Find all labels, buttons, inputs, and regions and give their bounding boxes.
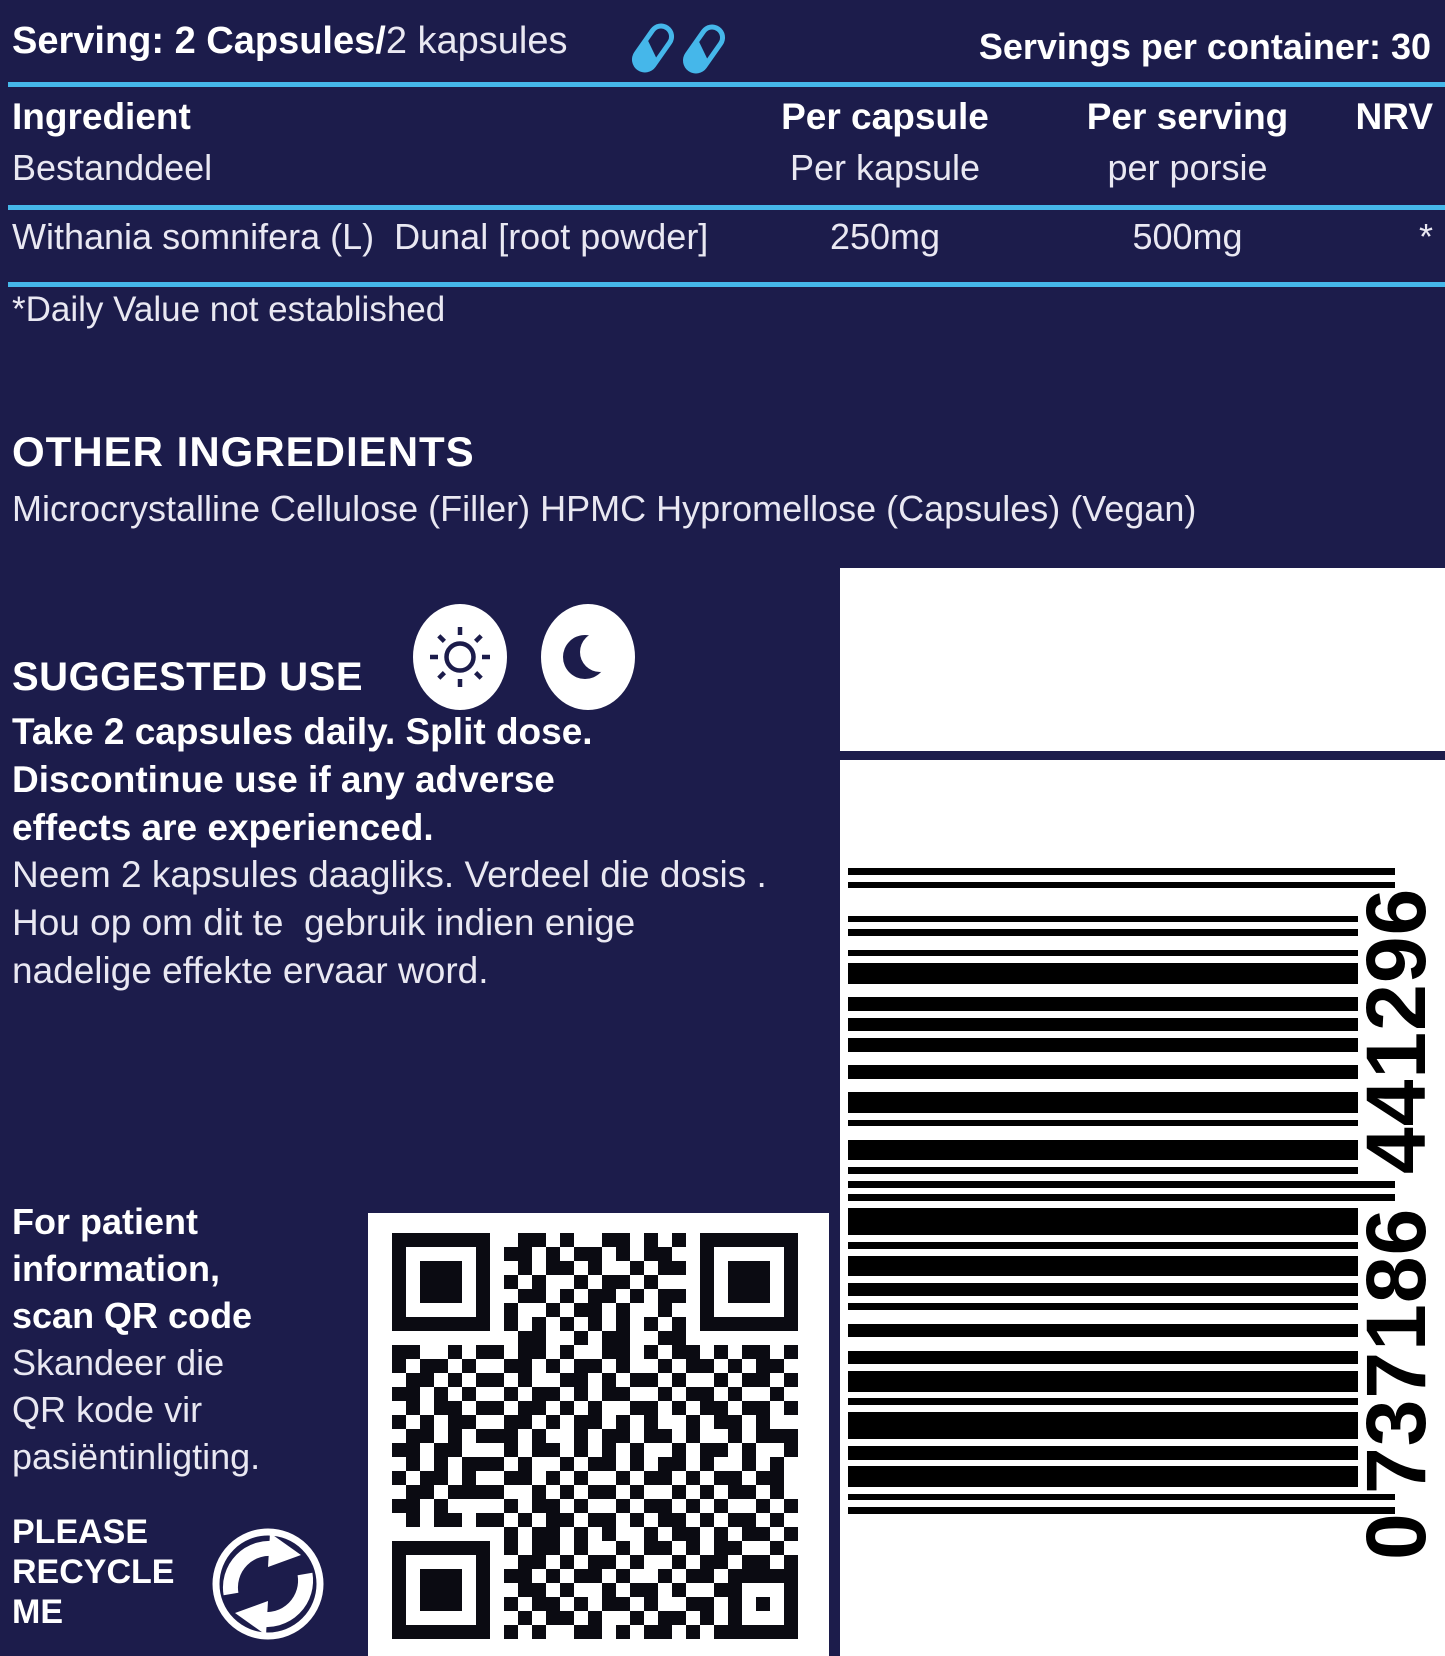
suggested-use-af [12, 851, 767, 995]
suggested-use-af-line: Neem 2 kapsules daagliks. Verdeel die dosis . [12, 854, 767, 895]
servings-per-container: Servings per container: 30 [978, 26, 1431, 67]
recycle-line: PLEASE [12, 1513, 149, 1551]
barcode-bar [848, 1242, 1358, 1249]
nrv-value: * [1418, 216, 1433, 257]
barcode-bar [848, 1303, 1358, 1310]
patient-info-af-line: pasiëntinligting. [12, 1436, 261, 1477]
barcode-bar [848, 1194, 1395, 1201]
patient-info-af-line: QR kode vir [12, 1389, 203, 1430]
barcode-bar [848, 1167, 1358, 1174]
barcode-bar [848, 963, 1358, 983]
capsules-icon [627, 15, 732, 81]
barcode-bar [848, 1324, 1358, 1338]
barcode-bar [848, 950, 1358, 957]
recycle-line: RECYCLE [12, 1553, 175, 1591]
barcode-bar [848, 1283, 1358, 1297]
per-serving-value: 500mg [1132, 216, 1243, 257]
col-ingredient-af: Bestanddeel [12, 147, 213, 188]
ingredient-name: Withania somnifera (L) Dunal [root powder] [12, 216, 709, 257]
barcode-bar [848, 1494, 1395, 1501]
suggested-use-en-line: Take 2 capsules daily. Split dose. [12, 711, 593, 752]
suggested-use-en [12, 708, 593, 852]
barcode-bar [848, 1018, 1358, 1032]
daily-value-footnote: *Daily Value not established [12, 290, 446, 329]
barcode-bar [848, 1371, 1358, 1391]
suggested-use-title: SUGGESTED USE [12, 655, 364, 699]
qr-modules [392, 1233, 798, 1639]
patient-info-af-line: Skandeer die [12, 1342, 225, 1383]
patient-info [12, 1198, 260, 1480]
suggested-use-af-line: nadelige effekte ervaar word. [12, 950, 489, 991]
barcode-bar [848, 868, 1395, 875]
other-ingredients-title: OTHER INGREDIENTS [12, 428, 475, 475]
patient-info-en-line: For patient [12, 1201, 198, 1242]
suggested-use-en-line: Discontinue use if any adverse [12, 759, 555, 800]
barcode-bar [848, 1351, 1358, 1365]
recycle-icon [208, 1524, 328, 1644]
suggested-use-af-line: Hou op om dit te gebruik indien enige [12, 902, 636, 943]
col-nrv: NRV [1355, 96, 1433, 137]
patient-info-en-line: scan QR code [12, 1295, 253, 1336]
barcode-bar [848, 1466, 1358, 1486]
barcode-bar [848, 1092, 1358, 1112]
blank-white-panel [840, 568, 1445, 751]
barcode-bar [848, 1140, 1358, 1160]
col-ingredient-en: Ingredient [12, 96, 191, 137]
barcode-bar [848, 1507, 1395, 1514]
divider [8, 282, 1445, 287]
barcode-bar [848, 1181, 1395, 1188]
barcode-digit-prefix: 0 [1349, 1512, 1443, 1560]
barcode-bar [848, 997, 1358, 1011]
col-per-capsule-en: Per capsule [781, 96, 989, 137]
barcode [848, 860, 1445, 1560]
barcode-bar [848, 929, 1358, 936]
barcode-bar [848, 882, 1395, 889]
barcode-bar [848, 1446, 1358, 1460]
suggested-use-en-line: effects are experienced. [12, 807, 434, 848]
per-capsule-value: 250mg [829, 216, 941, 257]
day-night-icons [403, 597, 653, 717]
moon-icon [541, 604, 635, 710]
other-ingredients-text: Microcrystalline Cellulose (Filler) HPMC Hypromellose (Capsules) (Vegan) [12, 488, 1197, 529]
barcode-bar [848, 1256, 1358, 1276]
barcode-bar [848, 1412, 1358, 1439]
patient-info-en-line: information, [12, 1248, 220, 1289]
barcode-bar [848, 1065, 1358, 1079]
barcode-bar [848, 916, 1358, 923]
barcode-bar [848, 1398, 1358, 1405]
barcode-bar [848, 1120, 1358, 1127]
col-per-capsule-af: Per kapsule [789, 147, 981, 188]
recycle-line: ME [12, 1593, 63, 1631]
barcode-digits-left: 737186 [1349, 1207, 1443, 1494]
divider [8, 205, 1445, 210]
divider [8, 82, 1445, 87]
barcode-digits-right: 441296 [1349, 887, 1443, 1174]
serving-size-label-af: 2 kapsules [385, 20, 568, 62]
qr-code [368, 1213, 829, 1656]
barcode-bar [848, 1038, 1358, 1052]
col-per-serving-af: per porsie [1107, 147, 1268, 188]
serving-line [12, 20, 567, 63]
sun-icon [413, 604, 507, 710]
barcode-bar [848, 1208, 1358, 1235]
barcode-panel [840, 760, 1445, 1656]
recycle-text [12, 1512, 174, 1632]
serving-size-label: Serving: 2 Capsules/ [12, 20, 386, 62]
col-per-serving-en: Per serving [1086, 96, 1289, 137]
